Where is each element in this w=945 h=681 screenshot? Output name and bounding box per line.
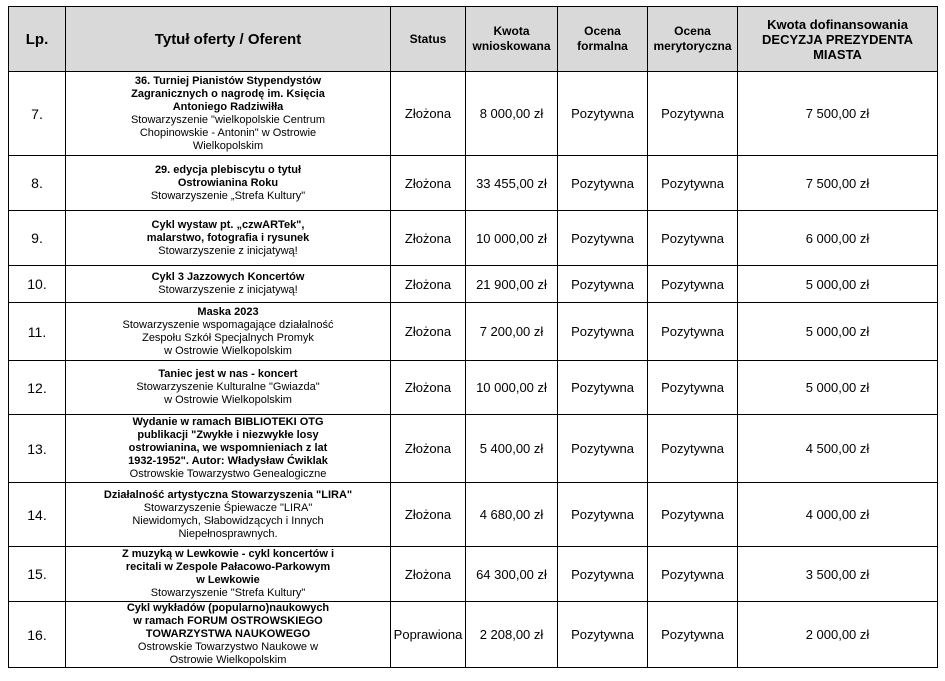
offer-org-line: Chopinowskie - Antonin" w Ostrowie	[139, 126, 317, 139]
row-merit: Pozytywna	[648, 415, 738, 483]
table-row	[9, 303, 938, 361]
offer-title-line: w ramach FORUM OSTROWSKIEGO	[133, 615, 323, 627]
row-formal: Pozytywna	[558, 483, 648, 547]
row-requested: 10 000,00 zł	[466, 361, 558, 415]
row-offer	[66, 602, 391, 668]
offer-title-line: TOWARZYSTWA NAUKOWEGO	[145, 628, 311, 640]
offer-title-line: w Lewkowie	[196, 574, 260, 586]
row-grant: 3 500,00 zł	[738, 547, 938, 602]
row-status: Złożona	[391, 266, 466, 303]
row-grant: 7 500,00 zł	[738, 156, 938, 211]
row-offer	[66, 72, 391, 156]
table-row	[9, 266, 938, 303]
table-row	[9, 72, 938, 156]
offer-org-line: Stowarzyszenie wspomagające działalność	[122, 318, 334, 331]
row-requested: 5 400,00 zł	[466, 415, 558, 483]
row-grant: 5 000,00 zł	[738, 303, 938, 361]
header-grant-line2: DECYZJA PREZYDENTA	[762, 31, 913, 47]
offer-org-line: Niewidomych, Słabowidzących i Innych	[132, 514, 324, 527]
offer-title-line: publikacji "Zwykłe i niezwykłe losy	[137, 429, 319, 441]
row-lp: 13.	[9, 415, 66, 483]
offer-title-line: Taniec jest w nas - koncert	[158, 368, 298, 380]
offer-title-line: Zagranicznych o nagrodę im. Księcia	[131, 87, 325, 100]
offer-org-line: Niepełnosprawnych.	[178, 527, 278, 540]
row-status: Złożona	[391, 483, 466, 547]
row-lp: 16.	[9, 602, 66, 668]
offer-org-line: Ostrowskie Towarzystwo Naukowe w	[137, 641, 319, 653]
header-requested-line2: wnioskowana	[472, 39, 551, 53]
row-merit: Pozytywna	[648, 361, 738, 415]
row-status: Złożona	[391, 303, 466, 361]
offer-org-line: Stowarzyszenie z inicjatywą!	[158, 244, 298, 257]
row-status: Złożona	[391, 156, 466, 211]
row-requested: 21 900,00 zł	[466, 266, 558, 303]
offer-org-line: Stowarzyszenie Śpiewacze "LIRA"	[143, 501, 313, 514]
row-formal: Pozytywna	[558, 415, 648, 483]
header-merit-line1: Ocena	[674, 24, 711, 38]
offer-org-line: Zespołu Szkół Specjalnych Promyk	[142, 331, 314, 344]
row-requested: 8 000,00 zł	[466, 72, 558, 156]
offer-org-line: w Ostrowie Wielkopolskim	[164, 344, 292, 357]
row-lp: 11.	[9, 303, 66, 361]
row-offer	[66, 361, 391, 415]
header-formal-line1: Ocena	[584, 24, 621, 38]
row-formal: Pozytywna	[558, 361, 648, 415]
table-row	[9, 547, 938, 602]
row-status: Poprawiona	[391, 602, 466, 668]
offer-title-line: 1932-1952". Autor: Władysław Ćwiklak	[128, 455, 328, 467]
offer-title-line: Antoniego Radziwiłła	[172, 100, 284, 113]
offer-org-line: Stowarzyszenie z inicjatywą!	[158, 284, 298, 296]
row-formal: Pozytywna	[558, 602, 648, 668]
offer-title-line: Cykl wystaw pt. „czwARTek",	[151, 218, 305, 231]
header-grant	[738, 7, 938, 72]
offer-org-line: Ostrowskie Towarzystwo Genealogiczne	[129, 468, 327, 480]
row-lp: 8.	[9, 156, 66, 211]
offer-title-line: recitali w Zespole Pałacowo-Parkowym	[125, 561, 331, 573]
row-merit: Pozytywna	[648, 547, 738, 602]
row-grant: 6 000,00 zł	[738, 211, 938, 266]
row-status: Złożona	[391, 72, 466, 156]
header-status: Status	[391, 7, 466, 72]
header-requested-line1: Kwota	[493, 24, 530, 38]
row-requested: 64 300,00 zł	[466, 547, 558, 602]
table-row	[9, 415, 938, 483]
row-offer	[66, 415, 391, 483]
row-formal: Pozytywna	[558, 72, 648, 156]
header-merit	[648, 7, 738, 72]
offer-org-line: w Ostrowie Wielkopolskim	[164, 394, 292, 406]
row-requested: 2 208,00 zł	[466, 602, 558, 668]
table-row	[9, 602, 938, 668]
table-row	[9, 211, 938, 266]
row-formal: Pozytywna	[558, 156, 648, 211]
row-status: Złożona	[391, 211, 466, 266]
row-formal: Pozytywna	[558, 211, 648, 266]
row-grant: 5 000,00 zł	[738, 361, 938, 415]
offer-title-line: Cykl 3 Jazzowych Koncertów	[151, 271, 305, 283]
offer-title-line: malarstwo, fotografia i rysunek	[146, 231, 310, 244]
offer-org-line: Wielkopolskim	[192, 139, 264, 152]
header-merit-line2: merytoryczna	[653, 39, 732, 53]
row-requested: 4 680,00 zł	[466, 483, 558, 547]
header-formal	[558, 7, 648, 72]
offer-title-line: Maska 2023	[197, 305, 259, 318]
row-lp: 15.	[9, 547, 66, 602]
offer-title-line: 36. Turniej Pianistów Stypendystów	[134, 74, 322, 87]
table-row	[9, 156, 938, 211]
table-row	[9, 361, 938, 415]
row-requested: 33 455,00 zł	[466, 156, 558, 211]
row-lp: 7.	[9, 72, 66, 156]
row-status: Złożona	[391, 415, 466, 483]
row-formal: Pozytywna	[558, 547, 648, 602]
row-offer	[66, 156, 391, 211]
row-lp: 12.	[9, 361, 66, 415]
row-grant: 4 000,00 zł	[738, 483, 938, 547]
offer-org-line: Stowarzyszenie "Strefa Kultury"	[150, 587, 306, 599]
header-formal-line2: formalna	[577, 39, 628, 53]
offer-org-line: Stowarzyszenie "wielkopolskie Centrum	[130, 113, 326, 126]
row-offer	[66, 483, 391, 547]
row-grant: 7 500,00 zł	[738, 72, 938, 156]
table-row	[9, 483, 938, 547]
row-status: Złożona	[391, 361, 466, 415]
row-status: Złożona	[391, 547, 466, 602]
row-merit: Pozytywna	[648, 72, 738, 156]
offer-title-line: 29. edycja plebiscytu o tytuł	[154, 163, 302, 176]
offer-title-line: Ostrowianina Roku	[177, 176, 279, 189]
header-title: Tytuł oferty / Oferent	[66, 7, 391, 72]
offer-org-line: Ostrowie Wielkopolskim	[169, 654, 287, 666]
offer-title-line: Działalność artystyczna Stowarzyszenia "LIRA"	[103, 488, 353, 501]
offer-title-line: Wydanie w ramach BIBLIOTEKI OTG	[132, 416, 324, 428]
offer-title-line: Z muzyką w Lewkowie - cykl koncertów i	[121, 548, 335, 560]
row-merit: Pozytywna	[648, 602, 738, 668]
row-formal: Pozytywna	[558, 303, 648, 361]
offer-title-line: ostrowianina, we wspomnieniach z lat	[128, 442, 328, 454]
offer-title-line: Cykl wykładów (popularno)naukowych	[126, 602, 330, 614]
offer-org-line: Stowarzyszenie „Strefa Kultury"	[150, 189, 306, 202]
header-grant-line1: Kwota dofinansowania	[767, 16, 908, 32]
row-grant: 2 000,00 zł	[738, 602, 938, 668]
row-offer	[66, 211, 391, 266]
row-formal: Pozytywna	[558, 266, 648, 303]
row-lp: 10.	[9, 266, 66, 303]
row-merit: Pozytywna	[648, 266, 738, 303]
row-merit: Pozytywna	[648, 156, 738, 211]
row-requested: 7 200,00 zł	[466, 303, 558, 361]
row-grant: 5 000,00 zł	[738, 266, 938, 303]
header-row	[9, 7, 938, 72]
row-merit: Pozytywna	[648, 303, 738, 361]
header-grant-line3: MIASTA	[813, 46, 862, 62]
row-merit: Pozytywna	[648, 211, 738, 266]
row-lp: 14.	[9, 483, 66, 547]
row-offer	[66, 266, 391, 303]
row-merit: Pozytywna	[648, 483, 738, 547]
row-grant: 4 500,00 zł	[738, 415, 938, 483]
row-offer	[66, 547, 391, 602]
row-requested: 10 000,00 zł	[466, 211, 558, 266]
header-requested	[466, 7, 558, 72]
row-offer	[66, 303, 391, 361]
grants-table	[8, 6, 938, 668]
offer-org-line: Stowarzyszenie Kulturalne "Gwiazda"	[136, 381, 320, 393]
header-lp: Lp.	[9, 7, 66, 72]
row-lp: 9.	[9, 211, 66, 266]
